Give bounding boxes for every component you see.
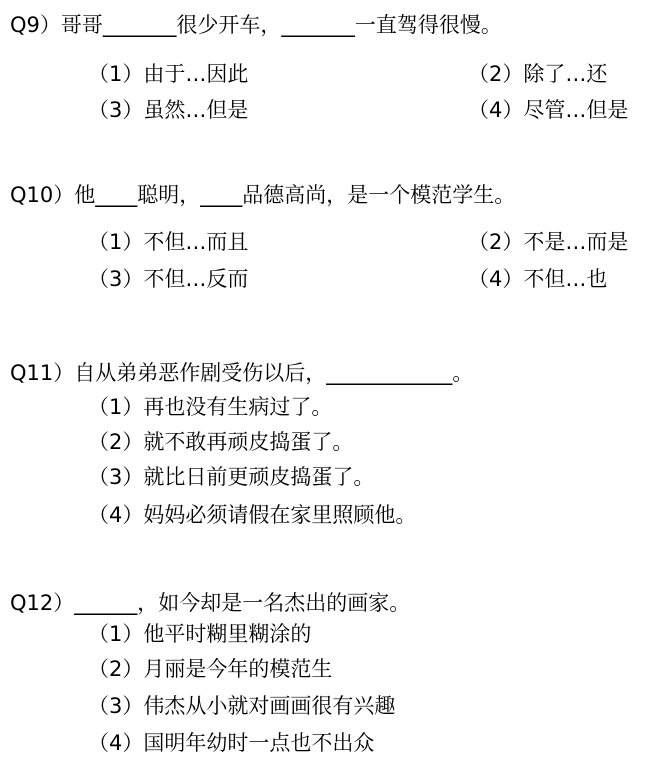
question-10-option-3[interactable]: （3）不但…反而 bbox=[88, 267, 249, 291]
question-9-option-1[interactable]: （1）由于…因此 bbox=[88, 62, 249, 86]
question-10-option-2[interactable]: （2）不是…而是 bbox=[468, 230, 629, 254]
question-9-option-3[interactable]: （3）虽然…但是 bbox=[88, 98, 249, 122]
question-12-option-4[interactable]: （4）国明年幼时一点也不出众 bbox=[88, 731, 375, 755]
question-9-option-2[interactable]: （2）除了…还 bbox=[468, 62, 608, 86]
question-10-option-4[interactable]: （4）不但…也 bbox=[468, 267, 608, 291]
question-9-stem: Q9）哥哥_______很少开车，_______一直驾得很慢。 bbox=[10, 13, 502, 37]
question-10-option-1[interactable]: （1）不但…而且 bbox=[88, 230, 249, 254]
question-9-option-4[interactable]: （4）尽管…但是 bbox=[468, 98, 629, 122]
question-12-stem: Q12）______，如今却是一名杰出的画家。 bbox=[10, 591, 411, 615]
question-12-option-1[interactable]: （1）他平时糊里糊涂的 bbox=[88, 622, 312, 646]
question-10-stem: Q10）他____聪明，____品德高尚，是一个模范学生。 bbox=[10, 183, 516, 207]
question-12-option-3[interactable]: （3）伟杰从小就对画画很有兴趣 bbox=[88, 694, 396, 718]
question-12-option-2[interactable]: （2）月丽是今年的模范生 bbox=[88, 657, 333, 681]
question-11-option-2[interactable]: （2）就不敢再顽皮捣蛋了。 bbox=[88, 430, 354, 454]
question-11-option-1[interactable]: （1）再也没有生病过了。 bbox=[88, 395, 333, 419]
question-11-stem: Q11）自从弟弟恶作剧受伤以后，____________。 bbox=[10, 361, 474, 385]
question-11-option-3[interactable]: （3）就比日前更顽皮捣蛋了。 bbox=[88, 465, 375, 489]
question-11-option-4[interactable]: （4）妈妈必须请假在家里照顾他。 bbox=[88, 503, 417, 527]
